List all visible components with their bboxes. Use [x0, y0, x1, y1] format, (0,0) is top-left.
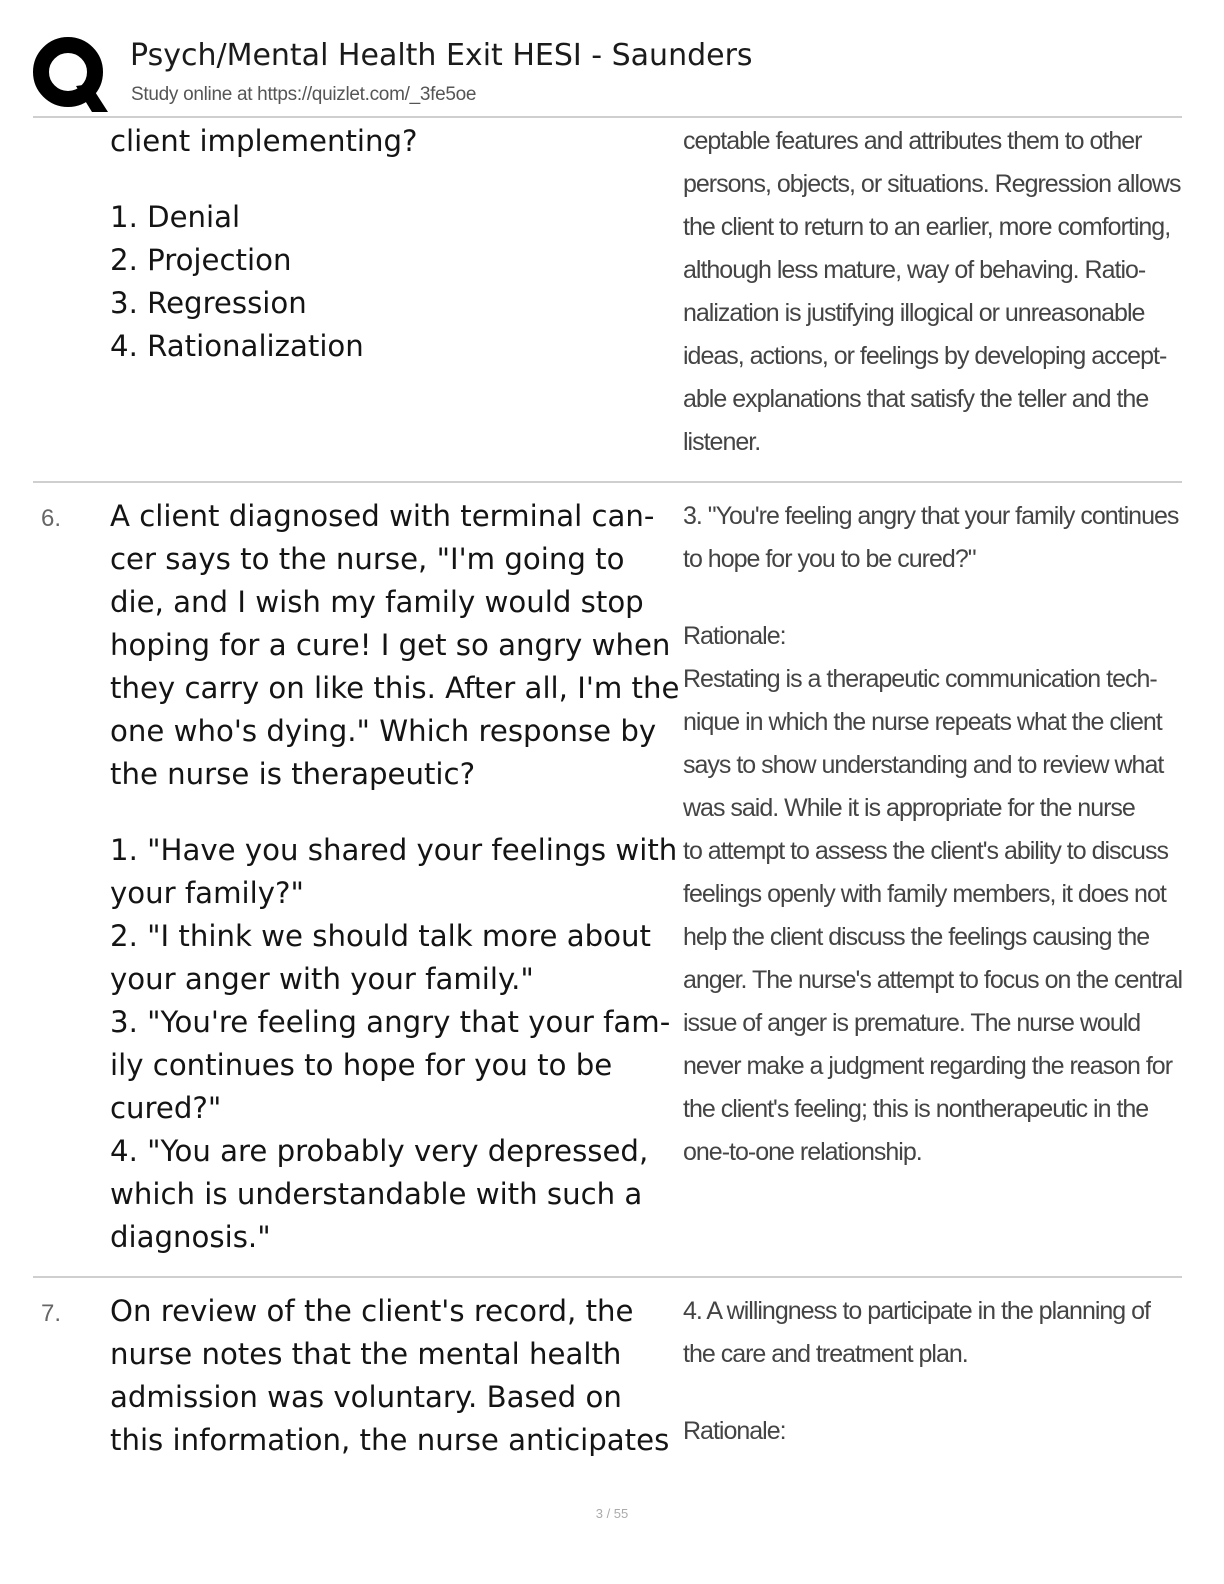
rationale-line: feelings openly with family members, it does not [683, 880, 1166, 908]
answer-line: although less mature, way of behaving. Ratio- [683, 256, 1146, 284]
header-divider [33, 116, 1182, 118]
rationale-line: anger. The nurse's attempt to focus on the central [683, 966, 1183, 994]
card-divider [33, 481, 1182, 483]
option-line: diagnosis." [110, 1220, 271, 1254]
page-header [32, 30, 1182, 116]
page-number: 3 / 55 [595, 1506, 629, 1521]
option-3: 3. Regression [110, 286, 307, 320]
rationale-line: never make a judgment regarding the reason for [683, 1052, 1173, 1080]
card-number: 6. [41, 505, 62, 532]
rationale-label: Rationale: [683, 1417, 786, 1445]
question-text [110, 1290, 680, 1462]
quizlet-logo-icon [32, 36, 110, 114]
answer-line: persons, objects, or situations. Regression allows [683, 170, 1181, 198]
question-line: hoping for a cure! I get so angry when [110, 628, 671, 662]
answer-line: 3. "You're feeling angry that your family continues [683, 502, 1179, 530]
question-text [110, 120, 680, 368]
option-line: 2. "I think we should talk more about [110, 919, 651, 953]
question-line: A client diagnosed with terminal can- [110, 499, 655, 533]
answer-line: able explanations that satisfy the teller and the [683, 385, 1149, 413]
option-4: 4. Rationalization [110, 329, 364, 363]
option-line: your anger with your family." [110, 962, 534, 996]
answer-line: nalization is justifying illogical or unreasonable [683, 299, 1145, 327]
rationale-line: issue of anger is premature. The nurse would [683, 1009, 1141, 1037]
option-line: your family?" [110, 876, 304, 910]
rationale-line: help the client discuss the feelings causing the [683, 923, 1150, 951]
study-online-link[interactable]: Study online at https://quizlet.com/_3fe5oe [131, 84, 477, 105]
rationale-label: Rationale: [683, 622, 786, 650]
card-divider [33, 1276, 1182, 1278]
card-number: 7. [41, 1300, 62, 1327]
answer-line: 4. A willingness to participate in the planning of [683, 1297, 1151, 1325]
answer-line: listener. [683, 428, 761, 456]
question-line: admission was voluntary. Based on [110, 1380, 622, 1414]
question-line: they carry on like this. After all, I'm the [110, 671, 680, 705]
page-title: Psych/Mental Health Exit HESI - Saunders [130, 38, 753, 73]
answer-line: the care and treatment plan. [683, 1340, 968, 1368]
option-line: cured?" [110, 1091, 222, 1125]
rationale-line: Restating is a therapeutic communication tech- [683, 665, 1157, 693]
question-line: cer says to the nurse, "I'm going to [110, 542, 625, 576]
answer-line: to hope for you to be cured?" [683, 545, 976, 573]
question-line: nurse notes that the mental health [110, 1337, 622, 1371]
answer-text [683, 495, 1183, 1174]
answer-line: ideas, actions, or feelings by developing accept- [683, 342, 1167, 370]
option-line: 1. "Have you shared your feelings with [110, 833, 678, 867]
option-2: 2. Projection [110, 243, 292, 277]
option-line: ily continues to hope for you to be [110, 1048, 613, 1082]
question-line: the nurse is therapeutic? [110, 757, 476, 791]
answer-text [683, 1290, 1183, 1453]
rationale-line: says to show understanding and to review what [683, 751, 1164, 779]
question-line: this information, the nurse anticipates [110, 1423, 670, 1457]
option-line: 4. "You are probably very depressed, [110, 1134, 649, 1168]
answer-line: the client to return to an earlier, more comforting, [683, 213, 1171, 241]
rationale-line: the client's feeling; this is nontherapeutic in the [683, 1095, 1149, 1123]
answer-line: ceptable features and attributes them to other [683, 127, 1142, 155]
option-line: 3. "You're feeling angry that your fam- [110, 1005, 671, 1039]
question-text [110, 495, 680, 1259]
question-line: one who's dying." Which response by [110, 714, 657, 748]
answer-text [683, 120, 1183, 464]
question-line: client implementing? [110, 124, 418, 158]
rationale-line: was said. While it is appropriate for the nurse [683, 794, 1135, 822]
option-line: which is understandable with such a [110, 1177, 643, 1211]
question-line: On review of the client's record, the [110, 1294, 634, 1328]
rationale-line: one-to-one relationship. [683, 1138, 922, 1166]
question-line: die, and I wish my family would stop [110, 585, 644, 619]
rationale-line: to attempt to assess the client's ability to discuss [683, 837, 1168, 865]
option-1: 1. Denial [110, 200, 241, 234]
rationale-line: nique in which the nurse repeats what the client [683, 708, 1162, 736]
